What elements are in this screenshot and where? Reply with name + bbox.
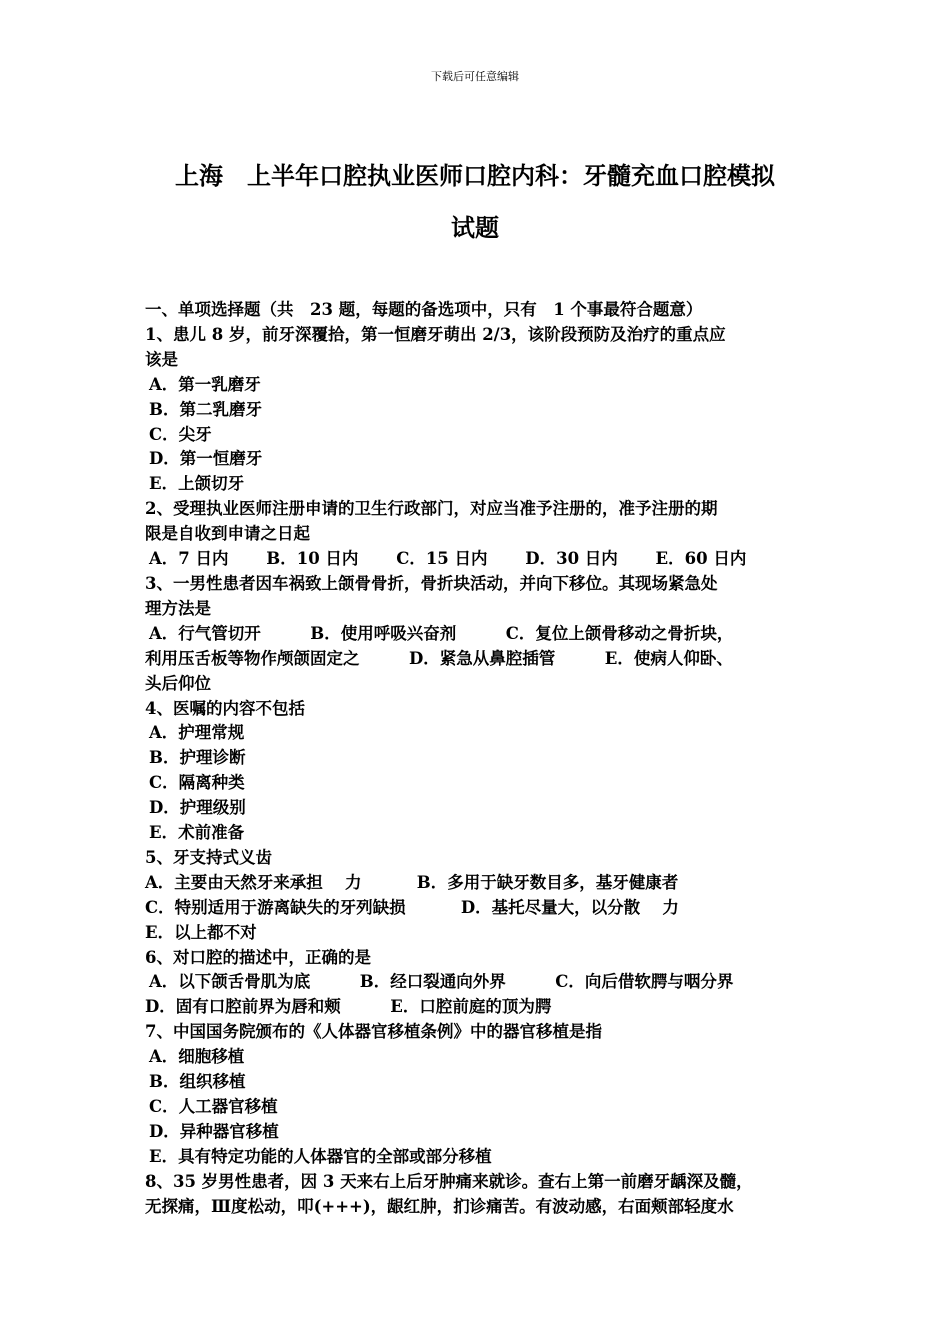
question-3-options-line-3: 头后仰位 [145,673,211,693]
question-3-stem: 3、一男性患者因车祸致上颌骨骨折，骨折块活动，并向下移位。其现场紧急处 [145,573,718,593]
question-3-options-line-1: A．行气管切开 B．使用呼吸兴奋剂 C．复位上颌骨移动之骨折块， [149,623,734,643]
question-4-option-a: A．护理常规 [149,723,245,743]
question-7-option-d: D．异种器官移植 [149,1121,279,1141]
question-4-stem: 4、医嘱的内容不包括 [145,698,305,718]
question-7-option-e: E．具有特定功能的人体器官的全部或部分移植 [149,1146,492,1166]
question-2-options [145,547,810,572]
document-title [130,150,820,254]
question-6-options-line-1: A．以下颌舌骨肌为底 B．经口裂通向外界 C．向后借软腭与咽分界 [149,972,734,992]
question-8-stem-cont: 无探痛，Ⅲ度松动，叩(+++)，龈红肿，扪诊痛苦。有波动感，右面颊部轻度水 [145,1196,734,1216]
question-5-options-line-1: A．主要由天然牙来承担 力 B．多用于缺牙数目多，基牙健康者 [145,872,679,892]
question-2-option-d: D．30 日内 [525,549,618,569]
question-7-stem: 7、中国国务院颁布的《人体器官移植条例》中的器官移植是指 [145,1022,602,1042]
question-7-option-c: C．人工器官移植 [149,1097,278,1116]
document-body [145,298,810,1220]
question-5-options-line-3: E．以上都不对 [145,922,257,942]
title-line-1: 上海 上半年口腔执业医师口腔内科：牙髓充血口腔模拟 [175,161,775,190]
question-2-option-a: A．7 日内 [149,549,229,569]
title-line-2: 试题 [451,213,499,242]
question-1-option-c: C．尖牙 [149,424,212,444]
question-7-option-a: A．细胞移植 [149,1047,245,1067]
question-3-stem-cont: 理方法是 [145,598,211,618]
question-4-option-b: B．护理诊断 [149,748,246,768]
question-4-option-e: E．术前准备 [149,823,245,843]
question-5-options-line-2: C．特别适用于游离缺失的牙列缺损 D．基托尽量大，以分散 力 [145,897,679,917]
question-7-option-b: B．组织移植 [149,1072,246,1092]
question-1-option-d: D．第一恒磨牙 [149,449,263,469]
question-2-option-b: B．10 日内 [266,549,359,569]
question-2-option-c: C．15 日内 [396,549,488,569]
question-1-option-b: B．第二乳磨牙 [149,399,262,419]
question-4-option-c: C．隔离种类 [149,773,245,793]
question-3-options-line-2: 利用压舌板等物作颅颌固定之 D．紧急从鼻腔插管 E．使病人仰卧、 [145,648,733,668]
question-2-stem: 2、受理执业医师注册申请的卫生行政部门，对应当准予注册的，准予注册的期 [145,499,718,519]
question-2-option-e: E．60 日内 [655,549,747,569]
question-1-option-a: A．第一乳磨牙 [149,374,261,394]
header-note: 下载后可任意编辑 [431,70,519,83]
section-title: 一、单项选择题（共 23 题，每题的备选项中，只有 1 个事最符合题意） [145,300,703,319]
question-1-stem-cont: 该是 [145,349,178,369]
question-1-stem: 1、患儿 8 岁，前牙深覆拾，第一恒磨牙萌出 2/3，该阶段预防及治疗的重点应 [145,324,726,344]
question-6-stem: 6、对口腔的描述中，正确的是 [145,947,371,967]
question-1-option-e: E．上颌切牙 [149,474,245,494]
question-8-stem: 8、35 岁男性患者，因 3 天来右上后牙肿痛来就诊。查右上第一前磨牙龋深及髓， [145,1171,753,1191]
question-2-stem-cont: 限是自收到申请之日起 [145,524,310,544]
question-5-stem: 5、牙支持式义齿 [145,847,272,867]
question-6-options-line-2: D．固有口腔前界为唇和颊 E．口腔前庭的顶为腭 [145,997,552,1017]
question-4-option-d: D．护理级别 [149,798,246,818]
